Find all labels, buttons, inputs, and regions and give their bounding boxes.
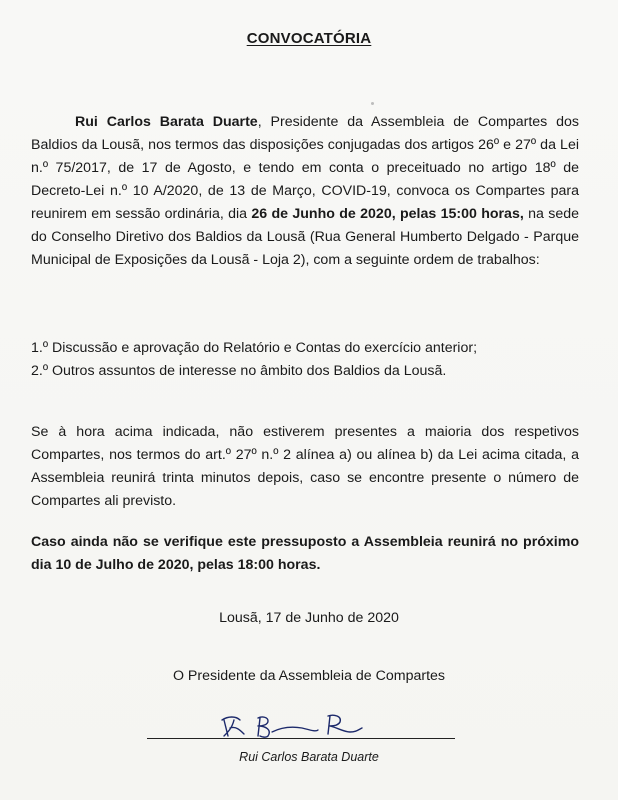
paragraph-second-call: Caso ainda não se verifique este pressuposto a Assembleia reunirá no próximo dia 10 de Julho de 2020, pelas 18:00 horas. <box>31 534 579 573</box>
title-text: CONVOCATÓRIA <box>246 30 372 47</box>
paragraph1-text-a: , Presidente da Assembleia de Compartes dos Baldios da Lousã, nos termos das disposições conjugadas dos artigos 26º e 27º da Lei n.º 75/2017, de 17 de Agosto, e tendo em conta o preceituado no artigo 18º de Decreto-Lei n.º 10 A/2020, de 13 de Março, COVID-19, convoca os Compartes para reunirem em sessão ordinária, dia <box>31 114 580 222</box>
signature-line <box>147 738 455 739</box>
signatory-title: O Presidente da Assembleia de Compartes <box>172 668 446 684</box>
meeting-date-bold: 26 de Junho de 2020, pelas 15:00 horas, <box>251 206 524 222</box>
paper-speck <box>371 102 374 105</box>
handwritten-signature <box>218 706 378 742</box>
paragraph1-text-b: na sede do Conselho Diretivo dos Baldios da Lousã (Rua General Humberto Delgado - Parque Municipal de Exposições da Lousã - Loja 2), com a seguinte ordem de trabalhos: <box>31 206 579 268</box>
paragraph-quorum: Se à hora acima indicada, não estiverem presentes a maioria dos respetivos Compartes, nos termos do art.º 27º n.º 2 alínea a) ou alínea b) da Lei acima citada, a Assembleia reunirá trinta minutos depois, caso se encontre presente o número de Compartes ali previsto. <box>31 424 579 509</box>
signatory-name: Rui Carlos Barata Duarte <box>239 750 379 764</box>
place-and-date: Lousã, 17 de Junho de 2020 <box>219 610 399 626</box>
document-title <box>0 30 618 47</box>
agenda-item-1: 1.º Discussão e aprovação do Relatório e Contas do exercício anterior; <box>31 340 478 356</box>
paragraph-convocation <box>31 111 579 272</box>
president-name-bold: Rui Carlos Barata Duarte <box>75 114 258 130</box>
agenda-list <box>31 337 591 383</box>
agenda-item-2: 2.º Outros assuntos de interesse no âmbito dos Baldios da Lousã. <box>31 363 447 379</box>
